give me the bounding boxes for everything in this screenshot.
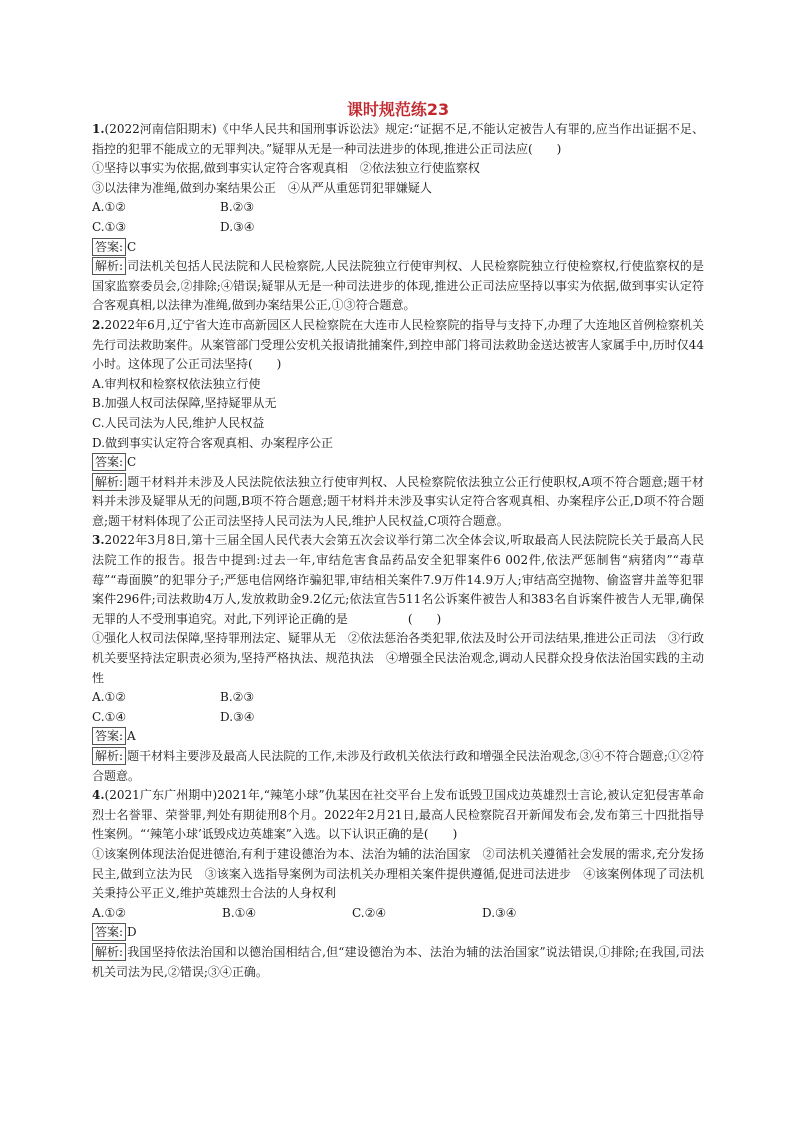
option-c[interactable]: C.①④	[92, 709, 127, 724]
option-a[interactable]: A.①②	[92, 200, 126, 215]
question-stem: (2022河南信阳期末)《中华人民共和国刑事诉讼法》规定:“证据不足,不能认定被告人有罪的,应当作出证据不足、指控的犯罪不能成立的无罪判决。”疑罪从无是一种司法进步的体现,推进公正司法应( )	[92, 122, 704, 156]
answer-line	[92, 453, 704, 473]
option-d[interactable]: D.做到事实认定符合客观真相、办案程序公正	[92, 435, 334, 450]
option-a[interactable]: A.①②	[92, 905, 126, 920]
explanation-text: 题干材料并未涉及人民法院依法独立行使审判权、人民检察院依法独立公正行使职权,A项不符合题意;题干材料并未涉及疑罪从无的问题,B项不符合题意;题干材料并未涉及事实认定符合客观真相、办案程序公正,D项不符合题意;题干材料体现了公正司法坚持人民司法为人民,维护人民权益,C项符合题意。	[92, 474, 704, 528]
explanation-text: 我国坚持依法治国和以德治国相结合,但“建设德治为本、法治为辅的法治国家”说法错误,①排除;在我国,司法机关司法为民,②错误;③④正确。	[92, 944, 704, 979]
answer-label: 答案:	[92, 453, 126, 471]
question-number: 4.	[92, 788, 105, 803]
question-2	[92, 316, 704, 532]
answer-value: C	[127, 455, 137, 470]
answer-line	[92, 923, 704, 943]
explanation-line	[92, 473, 704, 532]
option-d[interactable]: D.③④	[220, 219, 255, 234]
question-stem: (2021广东广州期中)2021年,“辣笔小球”仇某因在社交平台上发布诋毁卫国戍边英雄烈士言论,被认定犯侵害革命烈士名誉罪、荣誉罪,判处有期徒刑8个月。2022年2月21日,最高人民检察院召开新闻发布会,发布第三十四批指导性案例。“‘辣笔小球’诋毁戍边英雄案”入选。以下认识正确的是( )	[92, 788, 704, 842]
option-a[interactable]: A.①②	[92, 690, 126, 705]
explanation-label: 解析:	[92, 747, 126, 765]
answer-line	[92, 238, 704, 258]
statement-line: ①坚持以事实为依据,做到事实认定符合客观真相 ②依法独立行使监察权	[92, 161, 480, 176]
question-4	[92, 786, 704, 982]
question-number: 2.	[92, 317, 105, 332]
option-a[interactable]: A.审判权和检察权依法独立行使	[92, 376, 261, 391]
options	[92, 904, 704, 924]
explanation-text: 司法机关包括人民法院和人民检察院,人民法院独立行使审判权、人民检察院独立行使检察权,行使监察权的是国家监察委员会,②排除;④错误;疑罪从无是一种司法进步的体现,推进公正司法应坚持以事实为依据,做到事实认定符合客观真相,以法律为准绳,做到办案结果公正,①③符合题意。	[92, 259, 704, 313]
question-stem: 2022年6月,辽宁省大连市高新园区人民检察院在大连市人民检察院的指导与支持下,办理了大连地区首例检察机关先行司法救助案件。从案管部门受理公安机关报请批捕案件,到控申部门将司法救助金送达被害人家属手中,历时仅44小时。这体现了公正司法坚持( )	[92, 317, 704, 372]
options	[92, 688, 704, 727]
question-stem: 2022年3月8日,第十三届全国人民代表大会第五次会议举行第二次全体会议,听取最高人民法院院长关于最高人民法院工作的报告。报告中提到:过去一年,审结危害食品药品安全犯罪案件6 002件,依法严惩制售“病猪肉”“毒草莓”“毒面膜”的犯罪分子;严惩电信网络诈骗犯罪,审结相关案件7.9万件14.9万人;审结高空抛物、偷盗窨井盖等犯罪案件296件;司法救助4万人,发放救助金9.2亿元;依法宣告511名公诉案件被告人和383名自诉案件被告人无罪,确保无罪的人不受刑事追究。对此,下列评论正确的是 ( )	[92, 533, 704, 626]
answer-label: 答案:	[92, 727, 126, 745]
answer-line	[92, 727, 704, 747]
option-c[interactable]: C.人民司法为人民,维护人民权益	[92, 415, 265, 430]
answer-value: D	[127, 925, 137, 940]
explanation-line	[92, 257, 704, 316]
answer-label: 答案:	[92, 923, 126, 941]
answer-value: A	[127, 729, 136, 744]
option-b[interactable]: B.①④	[222, 905, 257, 920]
answer-label: 答案:	[92, 238, 126, 256]
option-d[interactable]: D.③④	[220, 709, 255, 724]
statement-line: ①该案例体现法治促进德治,有利于建设德治为本、法治为辅的法治国家 ②司法机关遵循社会发展的需求,充分发扬民主,做到立法为民 ③该案入选指导案例为司法机关办理相关案件提供遵循,促进司法进步 ④该案例体现了司法机关秉持公平正义,维护英雄烈士合法的人身权利	[92, 846, 704, 901]
option-d[interactable]: D.③④	[482, 905, 517, 920]
statement-line: ①强化人权司法保障,坚持罪刑法定、疑罪从无 ②依法惩治各类犯罪,依法及时公开司法结果,推进公正司法 ③行政机关要坚持法定职责必须为,坚持严格执法、规范执法 ④增强全民法治观念,调动人民群众投身依法治国实践的主动性	[92, 631, 704, 685]
explanation-line	[92, 747, 704, 786]
explanation-line	[92, 943, 704, 982]
option-b[interactable]: B.②③	[220, 200, 255, 215]
page-title: 课时规范练23	[346, 100, 450, 119]
option-c[interactable]: C.①③	[92, 219, 127, 234]
statement-line: ③以法律为准绳,做到办案结果公正 ④从严从重惩罚犯罪嫌疑人	[92, 180, 432, 195]
question-1	[92, 120, 704, 316]
worksheet-page	[92, 100, 704, 982]
explanation-text: 题干材料主要涉及最高人民法院的工作,未涉及行政机关依法行政和增强全民法治观念,③④不符合题意;①②符合题意。	[92, 749, 704, 783]
option-c[interactable]: C.②④	[352, 905, 387, 920]
explanation-label: 解析:	[92, 257, 126, 275]
options	[92, 198, 704, 237]
explanation-label: 解析:	[92, 943, 126, 961]
question-number: 3.	[92, 533, 105, 548]
option-b[interactable]: B.②③	[220, 690, 255, 705]
option-b[interactable]: B.加强人权司法保障,坚持疑罪从无	[92, 396, 277, 411]
question-3	[92, 531, 704, 786]
question-number: 1.	[92, 122, 105, 136]
answer-value: C	[127, 239, 137, 254]
explanation-label: 解析:	[92, 473, 126, 491]
